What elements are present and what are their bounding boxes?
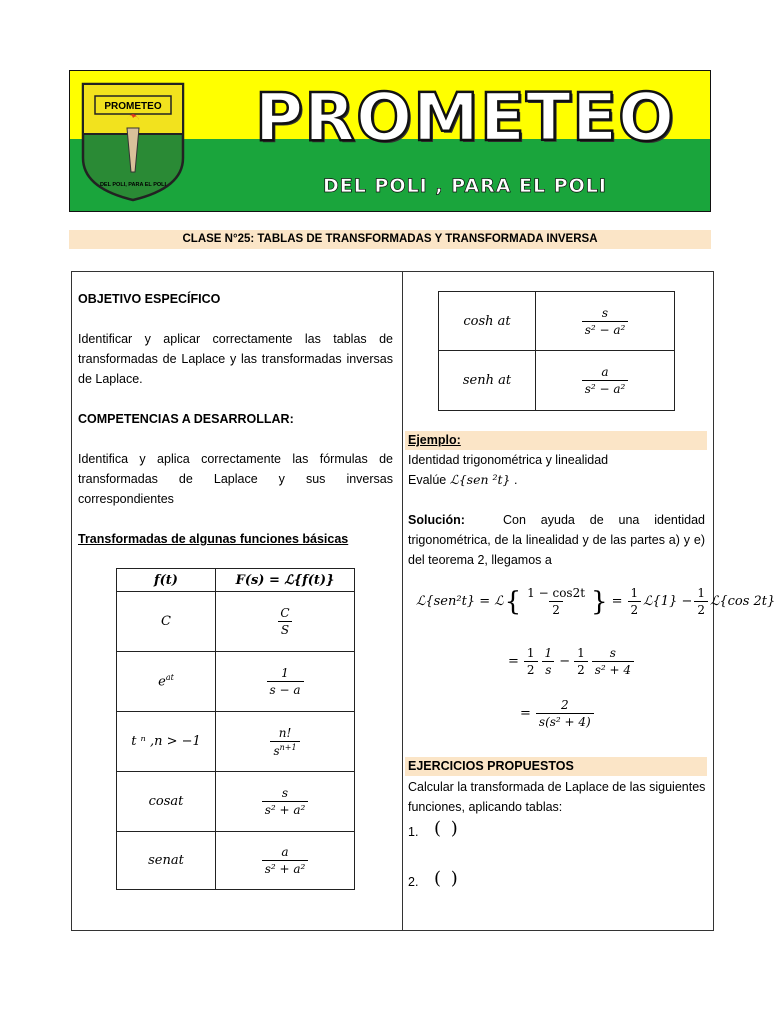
exp-sup: at xyxy=(165,673,174,683)
exercise-item-2-number: 2. xyxy=(408,875,419,889)
frac-num: 1 xyxy=(281,666,289,680)
frac-num: a xyxy=(601,365,609,379)
solution-label: Solución: xyxy=(408,513,465,527)
eq1-frac xyxy=(524,586,588,617)
table-row xyxy=(117,712,355,772)
header-laplace: F(s) = ℒ{f(t)} xyxy=(216,569,355,592)
frac-num: s xyxy=(609,646,616,660)
row-F xyxy=(216,652,355,712)
equation-3 xyxy=(520,698,596,729)
competencies-line-2: transformadas de Laplace y sus inversas xyxy=(78,472,393,486)
row-F xyxy=(216,592,355,652)
frac-num: 1 xyxy=(577,646,585,660)
eq1-brace-open: { xyxy=(504,586,522,617)
example-line-2-math: ℒ{sen ²t} xyxy=(449,472,511,487)
brand-title: PROMETEO xyxy=(254,79,676,156)
logo-title: PROMETEO xyxy=(104,101,162,112)
eq1-term1: ℒ{1} − xyxy=(643,594,693,609)
example-line-2-suffix: . xyxy=(510,473,518,487)
row-f: C xyxy=(117,592,216,652)
eq3-frac xyxy=(536,698,594,729)
eq1-half-1 xyxy=(628,586,642,617)
objective-line-2: transformadas de Laplace y las transformadas inversas xyxy=(78,352,393,366)
example-heading-band xyxy=(405,431,707,450)
exercises-line-2: funciones, aplicando tablas: xyxy=(408,800,563,814)
frac-den: s² + a² xyxy=(262,860,309,876)
frac-den: s² + 4 xyxy=(592,661,634,677)
den-sup: n+1 xyxy=(279,742,297,752)
row-f xyxy=(117,652,216,712)
row-F xyxy=(216,712,355,772)
frac-den: s² + a² xyxy=(262,801,309,817)
exercises-heading: EJERCICIOS PROPUESTOS xyxy=(408,759,574,773)
column-divider xyxy=(402,272,403,930)
frac-num: s xyxy=(281,786,289,800)
frac-den xyxy=(270,741,299,758)
row-F xyxy=(216,772,355,832)
frac-den: 2 xyxy=(549,601,563,617)
equation-1 xyxy=(416,586,775,617)
header-banner xyxy=(69,70,711,212)
class-title: CLASE N°25: TABLAS DE TRANSFORMADAS Y TRANSFORMADA INVERSA xyxy=(69,230,711,249)
competencies-line-3: correspondientes xyxy=(78,492,174,506)
solution-line-2: trigonométrica, de la linealidad y de las partes a) y e) xyxy=(408,533,705,547)
row-f: t ⁿ ,n > −1 xyxy=(117,712,216,772)
eq1-term2: ℒ{cos 2t} xyxy=(709,594,775,609)
frac-num: 1 xyxy=(526,646,535,660)
frac-den: s(s² + 4) xyxy=(536,713,594,729)
exercise-item-2-parens: ( ) xyxy=(434,868,458,889)
eq2-frac-b xyxy=(542,646,556,677)
objective-heading: OBJETIVO ESPECÍFICO xyxy=(78,292,221,306)
table-row xyxy=(117,592,355,652)
eq2-minus: − xyxy=(559,654,571,669)
solution-line-3: del teorema 2, llegamos a xyxy=(408,553,552,567)
exercises-line-1: Calcular la transformada de Laplace de las siguientes xyxy=(408,780,706,794)
table-row xyxy=(439,351,675,411)
row-f: cosat xyxy=(117,772,216,832)
table-row xyxy=(117,652,355,712)
exercises-heading-band xyxy=(405,757,707,776)
frac-num: C xyxy=(280,606,290,620)
eq2-equals: = xyxy=(508,654,519,669)
row-f: senat xyxy=(117,832,216,890)
eq1-brace-close: } xyxy=(591,586,608,617)
table-row xyxy=(439,292,675,351)
solution-line-1: Con ayuda de una identidad xyxy=(503,513,705,527)
example-line-2-prefix: Evalúe xyxy=(408,473,450,487)
den-base: s xyxy=(273,743,280,758)
eq2-frac-c xyxy=(574,646,588,677)
exercise-item-1-number: 1. xyxy=(408,825,419,839)
frac-den: S xyxy=(278,621,292,637)
frac-num: a xyxy=(281,845,289,859)
frac-den: s xyxy=(542,661,554,677)
example-heading: Ejemplo: xyxy=(408,433,461,447)
row-F xyxy=(536,292,675,351)
prometeo-shield-logo xyxy=(79,80,187,204)
frac-num: s xyxy=(601,305,609,320)
eq1-half-2 xyxy=(694,586,708,617)
table-heading: Transformadas de algunas funciones básicas xyxy=(78,532,349,546)
row-f: senh at xyxy=(439,351,536,411)
frac-den: 2 xyxy=(694,601,708,617)
frac-num: n! xyxy=(278,725,292,740)
eq1-equals: = xyxy=(611,594,623,609)
example-line-2 xyxy=(408,470,517,490)
row-F xyxy=(216,832,355,890)
row-F xyxy=(536,351,675,411)
exercise-item-1-parens: ( ) xyxy=(434,818,458,839)
frac-den: 2 xyxy=(574,661,588,677)
frac-den: 2 xyxy=(524,661,538,677)
frac-num: 1 xyxy=(630,586,639,600)
frac-num: 1 xyxy=(544,646,553,660)
competencies-heading: COMPETENCIAS A DESARROLLAR: xyxy=(78,412,294,426)
hyperbolic-table xyxy=(438,291,675,411)
transforms-table xyxy=(116,568,355,890)
exp-base: e xyxy=(158,674,166,690)
example-line-1: Identidad trigonométrica y linealidad xyxy=(408,453,609,467)
row-f: cosh at xyxy=(439,292,536,351)
table-row xyxy=(117,772,355,832)
frac-num: 2 xyxy=(560,698,569,712)
frac-den: s − a xyxy=(267,681,304,697)
table-header-row xyxy=(117,569,355,592)
eq2-frac-a xyxy=(524,646,538,677)
brand-tagline: DEL POLI , PARA EL POLI xyxy=(323,175,607,197)
frac-den: 2 xyxy=(628,601,642,617)
frac-num: 1 − cos2t xyxy=(527,586,586,600)
table-row xyxy=(117,832,355,890)
frac-den: s² − a² xyxy=(582,380,629,396)
frac-num: 1 xyxy=(697,586,705,600)
header-f-of-t: f(t) xyxy=(117,569,216,592)
frac-den: s² − a² xyxy=(582,321,629,337)
equation-2 xyxy=(508,646,636,677)
eq2-frac-d xyxy=(592,646,634,677)
objective-line-3: de Laplace. xyxy=(78,372,143,386)
eq3-equals: = xyxy=(520,706,531,721)
competencies-line-1: Identifica y aplica correctamente las fórmulas de xyxy=(78,452,393,466)
objective-line-1: Identificar y aplicar correctamente las tablas de xyxy=(78,332,393,346)
eq1-lhs: ℒ{sen²t} = ℒ xyxy=(416,594,504,609)
logo-motto: DEL POLI, PARA EL POLI xyxy=(99,182,167,188)
